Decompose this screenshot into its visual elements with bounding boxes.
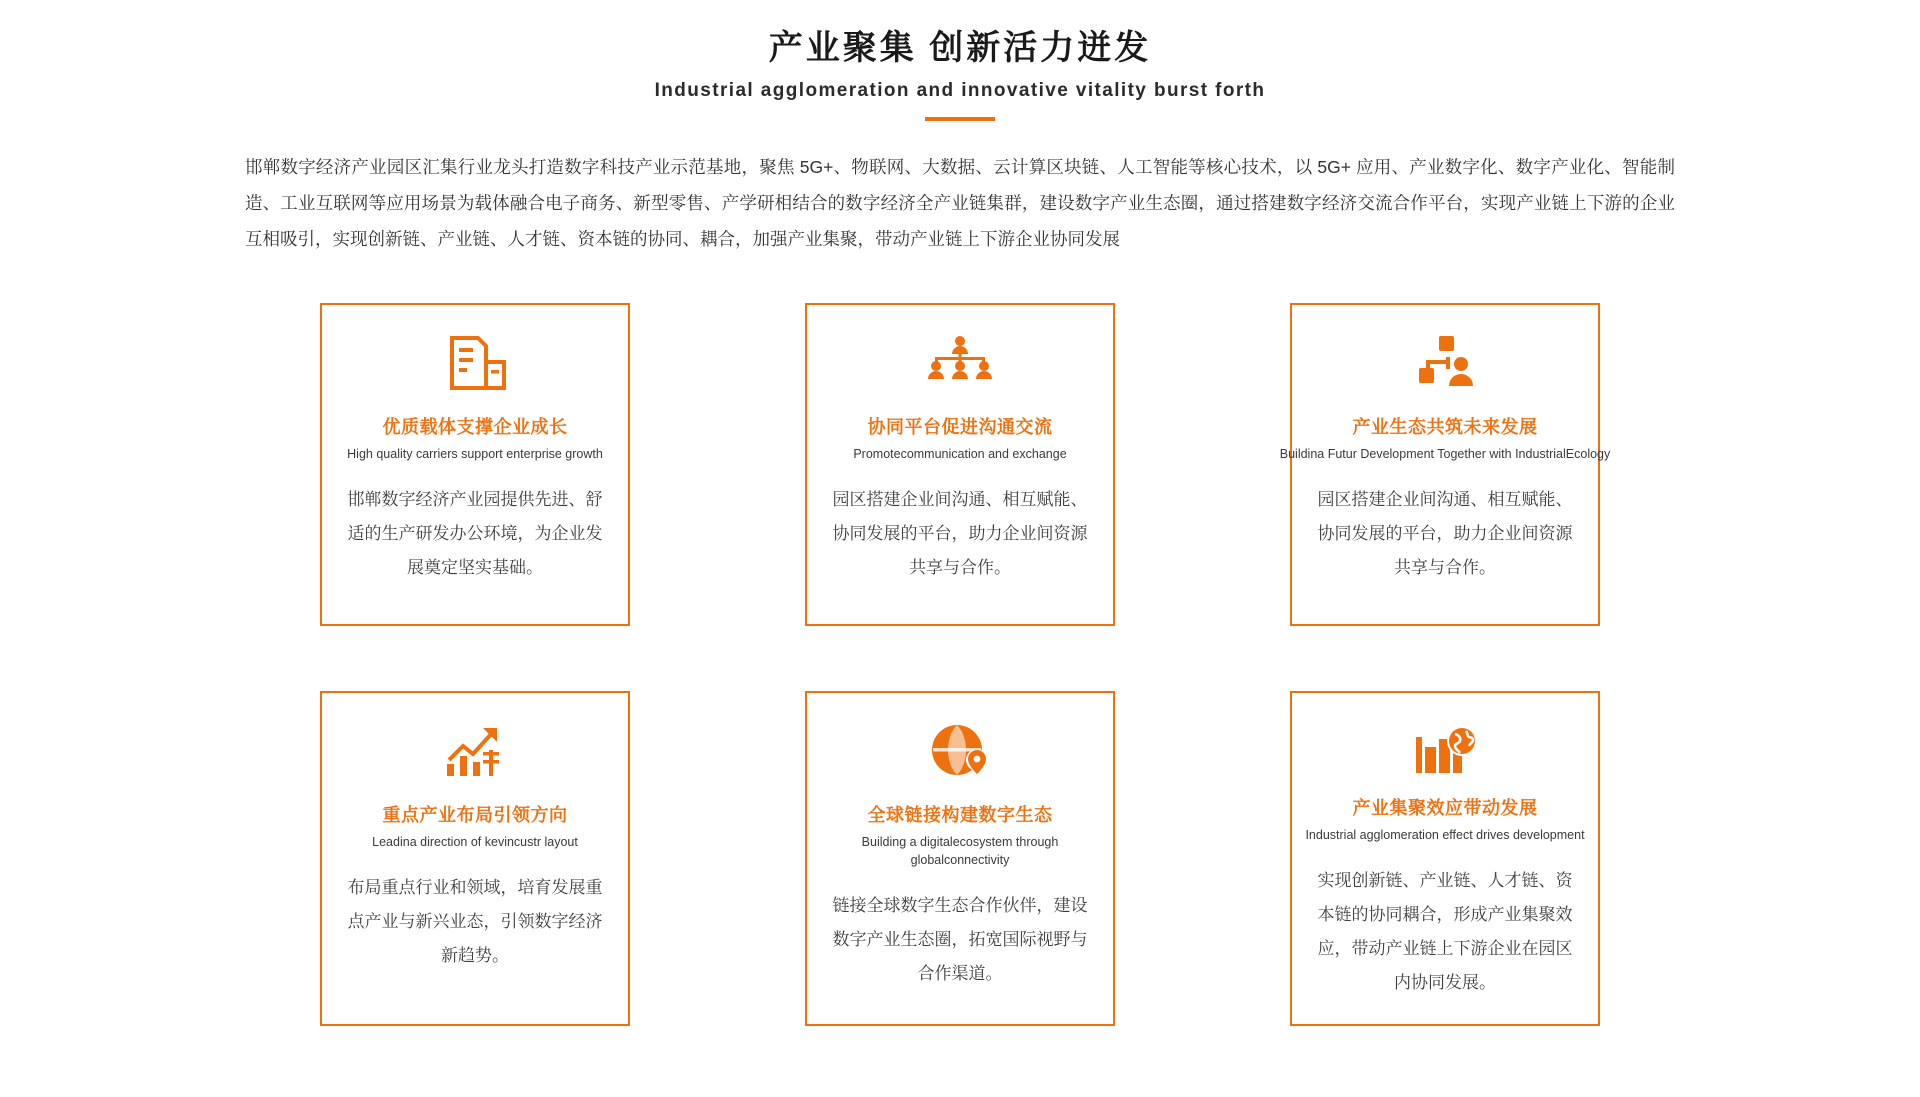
card-body: 园区搭建企业间沟通、相互赋能、协同发展的平台，助力企业间资源共享与合作。: [832, 490, 1088, 577]
factory-globe-icon: [1410, 715, 1480, 780]
card-title-en: Industrial agglomeration effect drives development: [1305, 828, 1585, 842]
page-title: 产业聚集 创新活力迸发: [768, 29, 1152, 67]
card-title-en: High quality carriers support enterprise growth: [347, 447, 603, 461]
org-structure-icon: [1413, 327, 1477, 399]
card-title-cn: 产业生态共筑未来发展: [1352, 417, 1538, 437]
card-title-en: Leadina direction of kevincustr layout: [372, 835, 578, 849]
feature-card[interactable]: [320, 691, 630, 1026]
feature-card[interactable]: [320, 303, 630, 626]
people-network-icon: [925, 327, 995, 399]
card-body: 链接全球数字生态合作伙伴，建设数字产业生态圈，拓宽国际视野与合作渠道。: [832, 896, 1088, 983]
card-title-en: Promotecommunication and exchange: [853, 447, 1067, 461]
feature-card[interactable]: [805, 691, 1115, 1026]
card-title-cn: 全球链接构建数字生态: [867, 805, 1053, 825]
feature-card[interactable]: [805, 303, 1115, 626]
card-body: 园区搭建企业间沟通、相互赋能、协同发展的平台，助力企业间资源共享与合作。: [1317, 490, 1573, 577]
page-subtitle: Industrial agglomeration and innovative vitality burst forth: [654, 80, 1266, 101]
card-title-cn: 优质载体支撑企业成长: [382, 417, 568, 437]
page-header: [0, 0, 1920, 121]
card-title-en: Buildina Futur Development Together with IndustrialEcology: [1279, 447, 1611, 461]
card-title-cn: 产业集聚效应带动发展: [1352, 798, 1538, 818]
card-body: 实现创新链、产业链、人才链、资本链的协同耦合，形成产业集聚效应，带动产业链上下游企业在园区内协同发展。: [1317, 871, 1573, 992]
card-body: 邯郸数字经济产业园提供先进、舒适的生产研发办公环境，为企业发展奠定坚实基础。: [347, 490, 603, 577]
title-divider: [925, 117, 995, 121]
card-title-en: Building a digitalecosystem through globalconnectivity: [861, 835, 1059, 867]
growth-chart-icon: [441, 715, 509, 787]
feature-card[interactable]: [1279, 303, 1611, 626]
globe-icon: [927, 715, 993, 787]
card-body: 布局重点行业和领域，培育发展重点产业与新兴业态，引领数字经济新趋势。: [347, 878, 603, 965]
intro-paragraph: 邯郸数字经济产业园区汇集行业龙头打造数字科技产业示范基地，聚焦 5G+、物联网、大数据、云计算区块链、人工智能等核心技术，以 5G+ 应用、产业数字化、数字产业化、智能制造、工业互联网等应用场景为载体融合电子商务、新型零售、产学研相结合的数字经济全产业链集群，建设数字产业生态圈，通过搭建数字经济交流合作平台，实现产业链上下游的企业互相吸引，实现创新链、产业链、人才链、资本链的协同、耦合，加强产业集聚，带动产业链上下游企业协同发展: [245, 157, 1675, 249]
feature-card-grid: [315, 303, 1611, 1026]
building-icon: [442, 327, 508, 399]
card-title-cn: 重点产业布局引领方向: [382, 805, 568, 825]
feature-card[interactable]: [1290, 691, 1600, 1026]
card-title-cn: 协同平台促进沟通交流: [867, 417, 1053, 437]
